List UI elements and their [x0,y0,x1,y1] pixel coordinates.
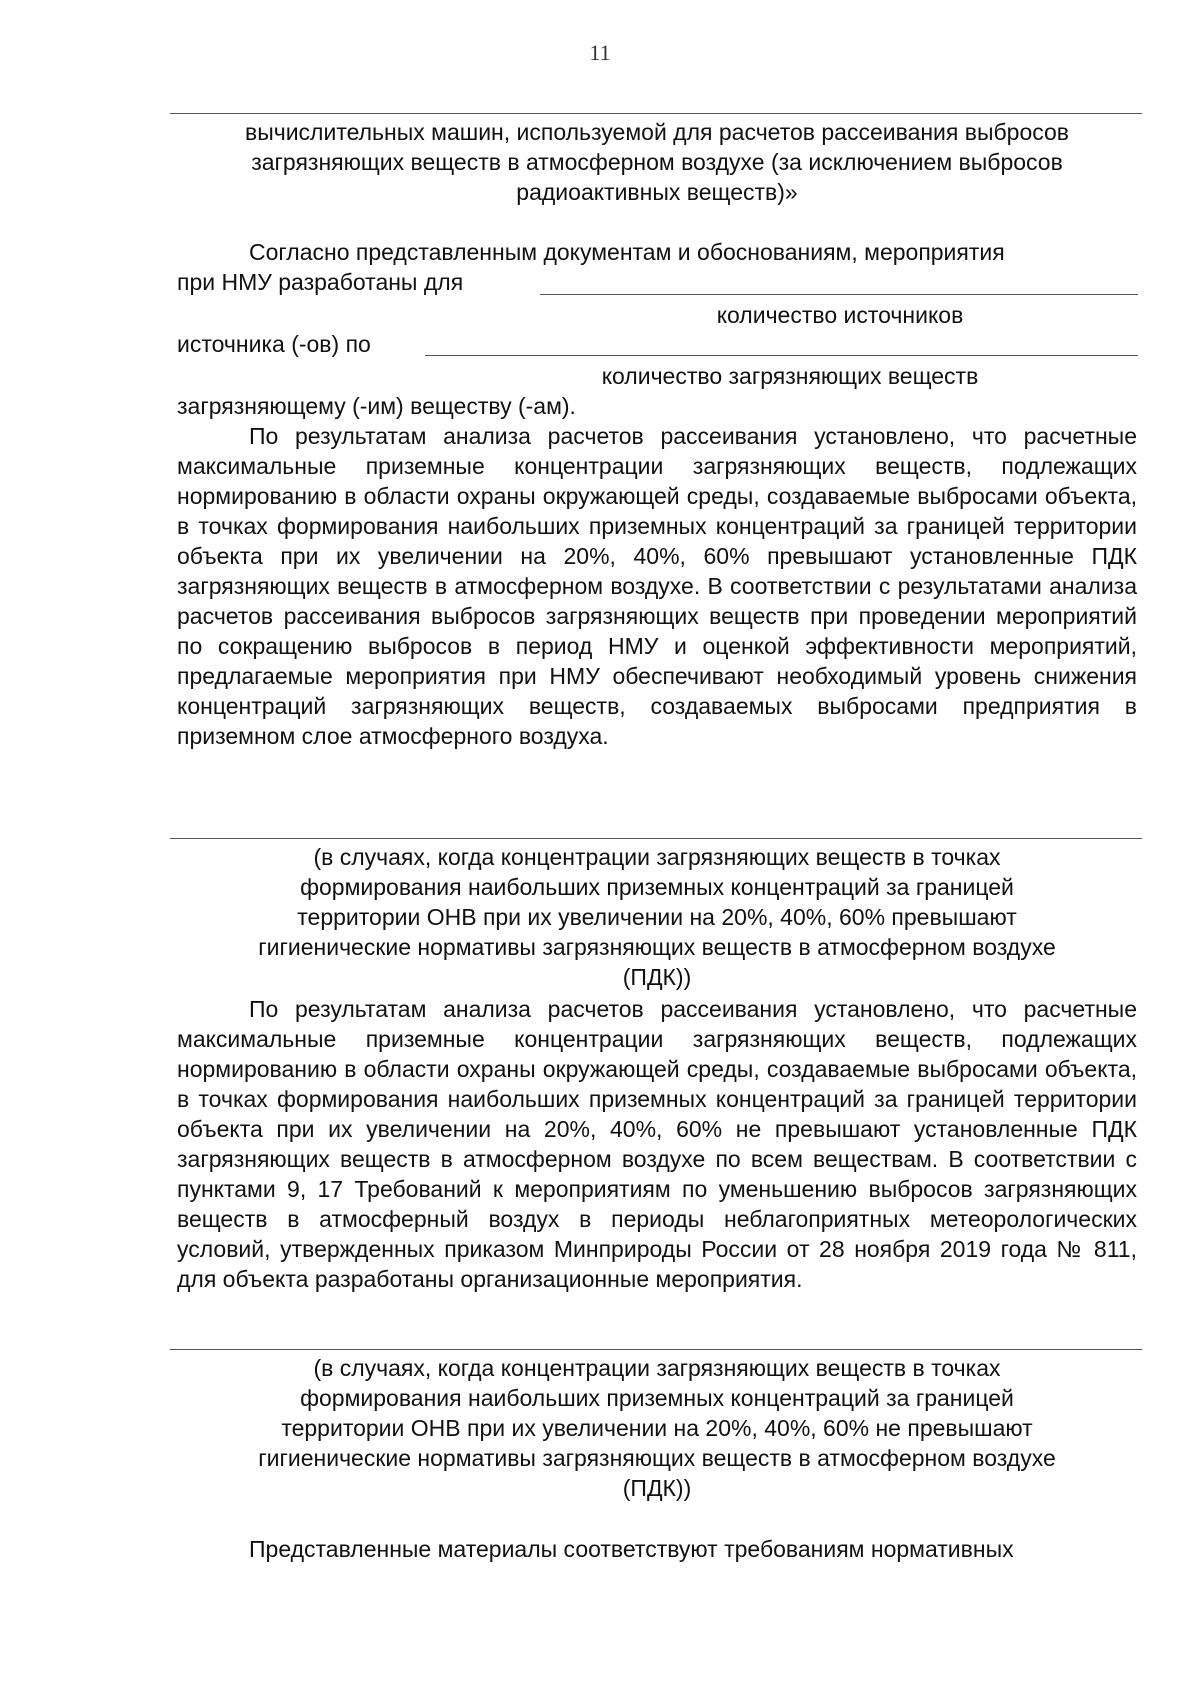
note-exceed [177,842,1137,992]
note-exceed-rule [170,838,1142,839]
intro-line: вычислительных машин, используемой для расчетов рассеивания выбросов [244,119,1070,145]
page-number: 11 [589,40,611,65]
note-line: (ПДК)) [622,964,692,990]
note-line: гигиенические нормативы загрязняющих веществ в атмосферном воздухе [258,934,1056,960]
form-substances-prefix: источника (-ов) по [177,331,371,357]
top-rule [170,113,1142,114]
note-line: территории ОНВ при их увеличении на 20%, 40%, 60% превышают [297,904,1017,930]
note-line: территории ОНВ при их увеличении на 20%, 40%, 60% не превышают [281,1415,1033,1441]
note-not-exceed-rule [170,1349,1142,1350]
intro-line: загрязняющих веществ в атмосферном воздухе (за исключением выбросов [251,149,1063,175]
form-sources-prefix: при НМУ разработаны для [177,269,464,295]
note-line: формирования наибольших приземных концентраций за границей [300,1385,1014,1411]
note-line: (ПДК)) [622,1475,692,1501]
form-intro-line: Согласно представленным документам и обоснованиям, мероприятия [249,239,1005,265]
paragraph-not-exceed: По результатам анализа расчетов рассеивания установлено, что расчетные максимальные приземные концентрации загрязняющих веществ, подлежащих нормированию в области охраны окружающей среды, создаваемые выбросами объекта, в точках формирования наибольших приземных концентраций за границей территории объекта при их увеличении на 20%, 40%, 60% не превышают установленные ПДК загрязняющих веществ в атмосферном воздухе по всем веществам. В соответствии с пунктами 9, 17 Требований к мероприятиям по уменьшению выбросов загрязняющих веществ в атмосферный воздух в периоды неблагоприятных метеорологических условий, утвержденных приказом Минприроды России от 28 ноября 2019 года № 811, для объекта разработаны организационные мероприятия. [177,996,1137,1292]
note-line: (в случаях, когда концентрации загрязняющих веществ в точках [313,844,1001,870]
final-line: Представленные материалы соответствуют требованиям нормативных [249,1536,1014,1562]
paragraph-exceed: По результатам анализа расчетов рассеивания установлено, что расчетные максимальные приземные концентрации загрязняющих веществ, подлежащих нормированию в области охраны окружающей среды, создаваемые выбросами объекта, в точках формирования наибольших приземных концентраций за границей территории объекта при их увеличении на 20%, 40%, 60% превышают установленные ПДК загрязняющих веществ в атмосферном воздухе. В соответствии с результатами анализа расчетов рассеивания выбросов загрязняющих веществ при проведении мероприятий по сокращению выбросов в период НМУ и оценкой эффективности мероприятий, предлагаемые мероприятия при НМУ обеспечивают необходимый уровень снижения концентраций загрязняющих веществ, создаваемых выбросами предприятия в приземном слое атмосферного воздуха. [177,423,1137,749]
intro-block [177,117,1137,207]
sources-caption: количество источников [716,302,964,328]
note-line: гигиенические нормативы загрязняющих веществ в атмосферном воздухе [258,1445,1056,1471]
substances-fill-line [425,355,1138,356]
note-line: формирования наибольших приземных концентраций за границей [300,874,1014,900]
note-not-exceed [177,1353,1137,1503]
intro-line: радиоактивных веществ)» [516,179,798,205]
substances-caption: количество загрязняющих веществ [601,363,979,389]
sources-fill-line [540,294,1138,295]
form-substances-suffix: загрязняющему (-им) веществу (-ам). [177,393,576,419]
note-line: (в случаях, когда концентрации загрязняющих веществ в точках [313,1355,1001,1381]
